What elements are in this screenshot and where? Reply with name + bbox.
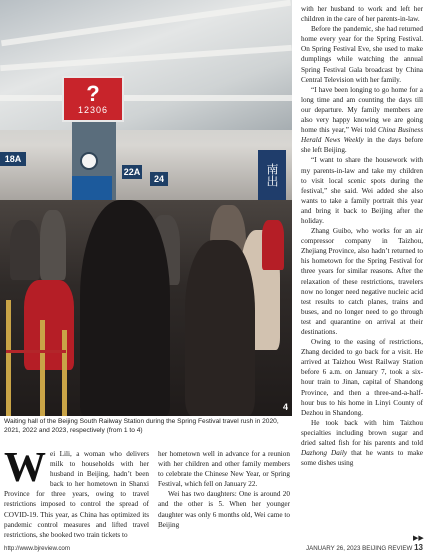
ceiling	[0, 0, 292, 130]
gate-sign-22a: 22A	[123, 167, 141, 177]
text-segment: He took back with him Taizhou specialties including brown sugar and dried salted fish for his parents and told	[301, 418, 423, 448]
quote-text: “I have been longing to go home for a long time and am counting the days till our departure. My family members are also very happy knowing we are going home this year,” Wei told	[301, 85, 423, 135]
footer-info	[306, 543, 423, 552]
paragraph: Wei has two daughters: One is around 20 and the other is 5. When her younger daughter was only 6 months old, Wei came to Beijing	[158, 490, 290, 529]
photo-caption: Waiting hall of the Beijing South Railway Station during the Spring Festival travel rush in 2020, 2021, 2022 and 2023, respectively (from 1 to 4)	[4, 418, 279, 434]
info-sign	[62, 76, 124, 122]
paragraph	[301, 85, 423, 156]
footer-url[interactable]: http://www.bjreview.com	[4, 545, 71, 552]
clock-icon	[80, 152, 98, 170]
publication-name: Dazhong Daily	[301, 449, 348, 458]
bottom-column-1	[4, 445, 149, 540]
text-segment: that he wants to make some dishes using	[301, 449, 423, 468]
gate-sign-24: 24	[150, 172, 168, 186]
paragraph: “I want to share the housework with my parents-in-law and take my children to visit local scenic spots during the festival,” she said. Wei added she also wants to take a family portrait this year and bring it back to Beijing after the holiday.	[301, 156, 423, 225]
barrier-post	[6, 300, 11, 416]
ceiling-beam	[1, 0, 291, 46]
exit-sign: 南出	[258, 150, 286, 200]
footer-date: JANUARY 26, 2023 BEIJING REVIEW	[305, 545, 413, 552]
barrier-post	[40, 320, 45, 416]
paragraph: Before the pandemic, she had returned home every year for the Spring Festival. On Spring Festival Eve, she used to make dumplings while watching the annual Spring Festival Gala broadcast by China Central Television with her family.	[301, 25, 423, 84]
crowd	[0, 200, 292, 416]
info-sign-symbol: ?	[86, 81, 100, 106]
crowd-figure	[10, 220, 40, 280]
page-number: 13	[414, 543, 423, 552]
foreground-figure	[80, 200, 170, 416]
lead-text: ei Lili, a woman who delivers milk to households with her husband in Beijing, hadn’t been back to her hometown in Shanxi Province for three years, owing to travel restrictions imposed to control the spread of COVID-19. This year, as China has optimized its pandemic control measures and lifted travel restrictions, she booked two train tickets to	[4, 450, 149, 539]
barrier-rope	[6, 350, 66, 353]
crowd-figure	[40, 210, 66, 280]
paragraph	[301, 418, 423, 468]
photo-number: 4	[282, 402, 288, 412]
right-column	[301, 4, 423, 468]
barrier-post	[62, 330, 67, 416]
display-screen	[72, 176, 112, 200]
publication-name: China Business Herald News Weekly	[301, 126, 423, 145]
ceiling-beam	[0, 45, 292, 71]
continue-arrows-icon: ▶▶	[413, 534, 424, 542]
drop-cap: W	[4, 445, 46, 491]
info-sign-number: 12306	[77, 105, 109, 115]
gate-sign-18a: 18A	[0, 152, 26, 166]
paragraph: her hometown well in advance for a reunion with her children and other family members to celebrate the Chinese New Year, or Spring Festival, which fell on January 22.	[158, 450, 290, 489]
ceiling-beam	[0, 95, 292, 101]
paragraph: with her husband to work and left her children in the care of her parents-in-law.	[301, 5, 423, 24]
bottom-column-2	[158, 449, 290, 530]
paragraph: Owing to the easing of restrictions, Zhang decided to go back for a visit. He arrived at Taizhou West Railway Station before 6 a.m. on January 7, took a six-hour train to Jinan, capital of Shandong Province, and then a three-and-a-half-hour bus to his home in Linyi County of Dezhou in Shandong.	[301, 338, 423, 417]
red-coat-figure	[262, 220, 284, 270]
quote-text-end: in the days before she left Beijing.	[301, 136, 423, 155]
paragraph: Zhang Guibo, who works for an air compressor company in Taizhou, Zhejiang Province, also hadn’t returned to his hometown for the Spring Festival for three years for similar reasons. After the relaxation of these restrictions, travelers now no longer need negative nucleic acid test results to catch planes, trains and buses, and no longer need to go through test and quarantine on arrival at their destinations.	[301, 227, 423, 336]
crowd-figure	[185, 240, 255, 416]
lead-paragraph	[4, 445, 149, 540]
